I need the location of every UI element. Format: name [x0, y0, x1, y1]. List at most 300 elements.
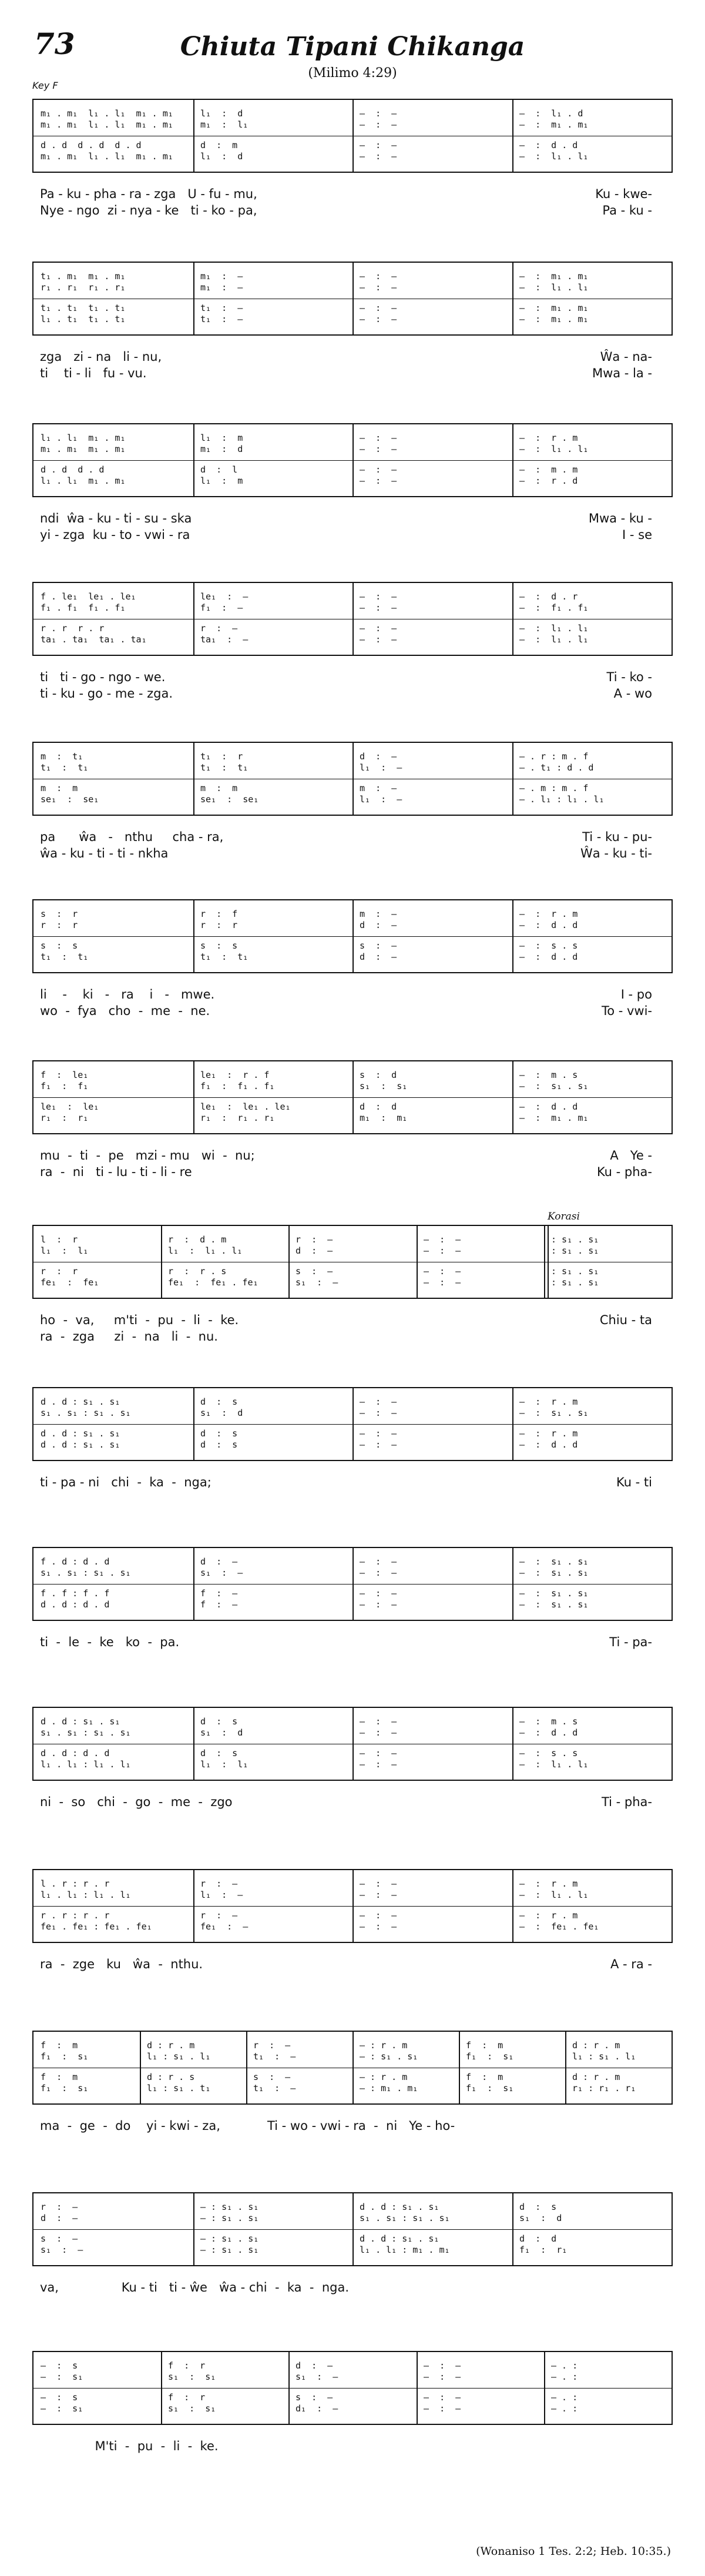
barline: [352, 2193, 354, 2265]
solfa-notes: — : l₁ . l₁: [519, 1759, 589, 1770]
barline: [512, 900, 513, 972]
solfa-notes: r . r r . r: [41, 623, 105, 634]
solfa-notes: — : —: [360, 314, 397, 324]
solfa-notes: d : l: [200, 464, 238, 475]
solfa-notes: t₁ : r: [200, 751, 243, 762]
solfa-notes: — : —: [360, 1748, 397, 1758]
solfa-notes: d : s: [200, 1428, 238, 1439]
solfa-notes: — : —: [360, 271, 397, 282]
solfa-notes: d . d : s₁ . s₁: [360, 2233, 439, 2244]
solfa-notes: — : s₁: [41, 2403, 83, 2414]
staff-box: [32, 899, 673, 973]
solfa-notes: f . le₁ le₁ . le₁: [41, 591, 136, 602]
solfa-notes: s : s: [200, 940, 238, 951]
music-system: [0, 2351, 705, 2498]
solfa-notes: s₁ : d: [200, 1408, 243, 1418]
solfa-notes: d : —: [360, 952, 397, 962]
barline: [512, 1870, 513, 1942]
barline: [512, 1061, 513, 1133]
hymn-scripture-ref: (Milimo 4:29): [308, 66, 397, 81]
lyric-text: ra - zga zi - na li - nu.: [40, 1329, 218, 1344]
solfa-notes: m₁ : —: [200, 282, 243, 293]
lyric-text: ma - ge - do yi - kwi - za, Ti - wo - vwi - ra - ni Ye - ho-: [40, 2119, 455, 2133]
solfa-notes: — : —: [360, 108, 397, 119]
lyric-text: li - ki - ra i - mwe.: [40, 987, 215, 1001]
solfa-notes: l₁ . l₁ : l₁ . l₁: [41, 1890, 131, 1900]
solfa-notes: — : r . m: [519, 1910, 578, 1921]
solfa-notes: — : m . s: [519, 1716, 578, 1727]
solfa-notes: r : —: [296, 1234, 333, 1245]
solfa-notes: s₁ : s₁: [168, 2403, 216, 2414]
solfa-notes: s₁ : —: [296, 1277, 338, 1288]
barline: [193, 1388, 194, 1460]
solfa-notes: l₁ . t₁ t₁ . t₁: [41, 314, 126, 324]
barline: [193, 263, 194, 334]
lyric-pickup: Chiu - ta: [599, 1313, 652, 1327]
solfa-notes: d : s: [519, 2202, 557, 2212]
solfa-notes: — : l₁ . l₁: [519, 623, 589, 634]
solfa-notes: — : r . d: [519, 475, 578, 486]
solfa-notes: — . l₁ : l₁ . l₁: [519, 794, 605, 805]
solfa-notes: — : —: [424, 2360, 461, 2371]
lyric-text: ti ti - li fu - vu.: [40, 366, 147, 380]
solfa-notes: f : m: [466, 2072, 503, 2082]
solfa-notes: d : m: [200, 140, 238, 150]
solfa-notes: — : —: [424, 1234, 461, 1245]
solfa-notes: fe₁ : fe₁ . fe₁: [168, 1277, 258, 1288]
solfa-notes: d . d : d . d: [41, 1748, 110, 1758]
solfa-notes: f₁ : f₁: [41, 1081, 89, 1091]
lyric-text: ra - zge ku ŵa - nthu.: [40, 1957, 203, 1971]
lyric-pickup: To - vwi-: [601, 1004, 652, 1018]
solfa-notes: r : d . m: [168, 1234, 227, 1245]
staff-box: [32, 1225, 673, 1299]
solfa-notes: d : —: [360, 751, 397, 762]
solfa-notes: — : —: [360, 1428, 397, 1439]
solfa-notes: ta₁ : —: [200, 634, 249, 645]
solfa-notes: se₁ : se₁: [41, 794, 99, 805]
solfa-notes: f : r: [168, 2360, 206, 2371]
barline: [161, 2352, 162, 2424]
solfa-notes: d : —: [296, 1245, 333, 1256]
staff-box: [32, 262, 673, 336]
lyric-pickup: I - po: [620, 987, 652, 1001]
solfa-notes: — : s₁ . s₁: [519, 1081, 589, 1091]
solfa-notes: — : —: [360, 623, 397, 634]
lyric-text: ndi ŵa - ku - ti - su - ska: [40, 511, 192, 525]
solfa-notes: fe₁ . fe₁ : fe₁ . fe₁: [41, 1921, 152, 1932]
solfa-notes: l . r : r . r: [41, 1878, 110, 1889]
solfa-notes: — : —: [424, 1245, 461, 1256]
solfa-notes: d : —: [296, 2360, 333, 2371]
solfa-notes: f . f : f . f: [41, 1588, 110, 1599]
barline: [352, 2032, 354, 2103]
voice-separator: [33, 2388, 672, 2389]
barline: [565, 2032, 566, 2103]
solfa-notes: l₁ : l₁: [200, 1759, 249, 1770]
music-system: [0, 423, 705, 570]
solfa-notes: d . d d . d: [41, 464, 105, 475]
solfa-notes: — : —: [360, 1716, 397, 1727]
solfa-notes: f₁ : s₁: [466, 2051, 514, 2062]
lyric-pickup: Ti - ko -: [606, 670, 652, 684]
solfa-notes: — : f₁ . f₁: [519, 602, 589, 613]
solfa-notes: : s₁ . s₁: [551, 1234, 599, 1245]
solfa-notes: — : —: [360, 140, 397, 150]
solfa-notes: — : m₁ . m₁: [519, 1113, 589, 1123]
solfa-notes: — : d . d: [519, 920, 578, 930]
staff-box: [32, 2192, 673, 2266]
barline: [512, 1388, 513, 1460]
solfa-notes: — : —: [360, 464, 397, 475]
solfa-notes: m₁ : m₁: [360, 1113, 408, 1123]
solfa-notes: le₁ : le₁: [41, 1101, 99, 1112]
barline: [352, 1388, 354, 1460]
solfa-notes: — : s₁ . s₁: [200, 2202, 259, 2212]
hymn-number: 73: [34, 26, 75, 61]
lyric-pickup: Ŵa - na-: [600, 350, 652, 364]
solfa-notes: s₁ : s₁: [168, 2371, 216, 2382]
solfa-notes: d : d: [360, 1101, 397, 1112]
barline: [512, 583, 513, 655]
solfa-notes: — : —: [360, 1921, 397, 1932]
barline: [288, 2352, 290, 2424]
solfa-notes: fe₁ : —: [200, 1921, 249, 1932]
solfa-notes: d . d : s₁ . s₁: [41, 1716, 120, 1727]
solfa-notes: m : t₁: [41, 751, 83, 762]
staff-box: [32, 1869, 673, 1943]
solfa-notes: — : r . m: [519, 1396, 578, 1407]
barline: [193, 1870, 194, 1942]
solfa-notes: r₁ : r₁ . r₁: [200, 1113, 275, 1123]
staff-box: [32, 1547, 673, 1621]
solfa-notes: r . r : r . r: [41, 1910, 110, 1921]
solfa-notes: — : m₁ . m₁: [519, 314, 589, 324]
solfa-notes: t₁ : —: [200, 314, 243, 324]
solfa-notes: s : d: [360, 1070, 397, 1080]
barline: [193, 1708, 194, 1780]
lyric-text: wo - fya cho - me - ne.: [40, 1004, 210, 1018]
solfa-notes: l₁ : s₁ . l₁: [572, 2051, 636, 2062]
solfa-notes: — : —: [360, 1878, 397, 1889]
solfa-notes: d . d : s₁ . s₁: [41, 1439, 120, 1450]
solfa-notes: — : —: [424, 1277, 461, 1288]
solfa-notes: f : m: [466, 2040, 503, 2051]
solfa-notes: — : l₁ . d: [519, 108, 583, 119]
lyric-pickup: Mwa - ku -: [588, 511, 652, 525]
solfa-notes: — : —: [360, 1890, 397, 1900]
lyric-text: ti - ku - go - me - zga.: [40, 686, 173, 701]
solfa-notes: m₁ . m₁ m₁ . m₁: [41, 444, 126, 454]
lyric-text: ni - so chi - go - me - zgo: [40, 1795, 233, 1809]
solfa-notes: d : —: [360, 920, 397, 930]
solfa-notes: l₁ : —: [360, 762, 402, 773]
solfa-notes: l₁ : —: [200, 1890, 243, 1900]
lyric-pickup: Ŵa - ku - ti-: [580, 846, 652, 860]
solfa-notes: — : —: [360, 444, 397, 454]
solfa-notes: — : r . m: [519, 1878, 578, 1889]
solfa-notes: — : m₁ . m₁: [519, 271, 589, 282]
solfa-notes: le₁ : le₁ . le₁: [200, 1101, 291, 1112]
solfa-notes: s : s: [41, 940, 78, 951]
solfa-notes: r₁ . r₁ r₁ . r₁: [41, 282, 126, 293]
music-system: [0, 1211, 705, 1372]
solfa-notes: s₁ : s₁: [360, 1081, 408, 1091]
solfa-notes: — : —: [360, 119, 397, 130]
barline: [352, 424, 354, 496]
solfa-notes: d : s: [200, 1716, 238, 1727]
barline: [246, 2032, 247, 2103]
solfa-notes: f₁ . f₁ f₁ . f₁: [41, 602, 126, 613]
lyric-pickup: Pa - ku -: [602, 203, 652, 217]
barline: [352, 263, 354, 334]
solfa-notes: — : —: [360, 1408, 397, 1418]
lyric-pickup: Ku - kwe-: [595, 187, 652, 201]
solfa-notes: m₁ . m₁ l₁ . l₁ m₁ . m₁: [41, 119, 173, 130]
solfa-notes: — : m₁ . m₁: [519, 303, 589, 313]
footer-references: (Wonaniso 1 Tes. 2:2; Heb. 10:35.): [476, 2545, 671, 2558]
solfa-notes: — . :: [551, 2392, 578, 2403]
solfa-notes: l₁ . l₁ : m₁ . m₁: [360, 2245, 450, 2255]
solfa-notes: d₁ : —: [296, 2403, 338, 2414]
solfa-notes: d . d : d . d: [41, 1599, 110, 1610]
solfa-notes: f₁ : s₁: [41, 2083, 89, 2093]
solfa-notes: le₁ : —: [200, 591, 249, 602]
barline: [140, 2032, 141, 2103]
barline: [193, 1061, 194, 1133]
solfa-notes: l₁ : d: [200, 108, 243, 119]
solfa-notes: — : d . d: [519, 1439, 578, 1450]
chorus-label: Korasi: [548, 1211, 580, 1222]
staff-box: [32, 423, 673, 497]
solfa-notes: — : —: [360, 282, 397, 293]
solfa-notes: — : fe₁ . fe₁: [519, 1921, 599, 1932]
solfa-notes: l₁ : d: [200, 151, 243, 162]
music-system: [0, 99, 705, 246]
solfa-notes: r : —: [200, 1878, 238, 1889]
barline: [193, 743, 194, 815]
solfa-notes: — : s₁ . s₁: [519, 1556, 589, 1567]
barline: [352, 1548, 354, 1620]
lyric-pickup: Mwa - la -: [592, 366, 652, 380]
barline: [352, 100, 354, 172]
lyric-text: M'ti - pu - li - ke.: [40, 2439, 219, 2453]
solfa-notes: l : r: [41, 1234, 78, 1245]
lyric-text: yi - zga ku - to - vwi - ra: [40, 528, 190, 542]
solfa-notes: — : d . d: [519, 1101, 578, 1112]
solfa-notes: — : l₁ . l₁: [519, 1890, 589, 1900]
solfa-notes: — : r . m: [360, 2040, 408, 2051]
solfa-notes: d : r . m: [572, 2040, 620, 2051]
solfa-notes: s₁ . s₁ : s₁ . s₁: [360, 2213, 450, 2223]
solfa-notes: — : m₁ . m₁: [519, 119, 589, 130]
barline: [512, 424, 513, 496]
solfa-notes: — : —: [424, 2403, 461, 2414]
solfa-notes: — : —: [360, 475, 397, 486]
solfa-notes: — : —: [424, 1266, 461, 1277]
solfa-notes: — : s₁ . s₁: [519, 1599, 589, 1610]
solfa-notes: s : r: [41, 909, 78, 919]
solfa-notes: — : r . m: [360, 2072, 408, 2082]
solfa-notes: — : —: [360, 1727, 397, 1738]
barline: [352, 900, 354, 972]
solfa-notes: — : s . s: [519, 940, 578, 951]
solfa-notes: m₁ : —: [200, 271, 243, 282]
solfa-notes: ta₁ . ta₁ ta₁ . ta₁: [41, 634, 147, 645]
solfa-notes: r₁ : r₁ . r₁: [572, 2083, 636, 2093]
solfa-notes: r : f: [200, 909, 238, 919]
solfa-notes: — : —: [360, 1588, 397, 1599]
solfa-notes: s₁ : d: [519, 2213, 562, 2223]
solfa-notes: s₁ . s₁ : s₁ . s₁: [41, 1567, 131, 1578]
solfa-notes: f : —: [200, 1599, 238, 1610]
solfa-notes: d : —: [200, 1556, 238, 1567]
solfa-notes: — : r . m: [519, 1428, 578, 1439]
solfa-notes: — : —: [360, 303, 397, 313]
barline: [193, 583, 194, 655]
solfa-notes: d : s: [200, 1396, 238, 1407]
solfa-notes: — : —: [360, 1910, 397, 1921]
barline: [193, 424, 194, 496]
solfa-notes: — : d . d: [519, 952, 578, 962]
barline: [512, 263, 513, 334]
solfa-notes: s : —: [253, 2072, 291, 2082]
solfa-notes: r : r . s: [168, 1266, 227, 1277]
solfa-notes: m : —: [360, 909, 397, 919]
solfa-notes: d . d : s₁ . s₁: [41, 1428, 120, 1439]
barline: [417, 2352, 418, 2424]
solfa-notes: — . t₁ : d . d: [519, 762, 594, 773]
solfa-notes: — : s₁ . s₁: [200, 2245, 259, 2255]
barline: [193, 100, 194, 172]
solfa-notes: — : —: [360, 1759, 397, 1770]
barline: [193, 900, 194, 972]
solfa-notes: — : m₁ . m₁: [360, 2083, 418, 2093]
solfa-notes: s : —: [41, 2233, 78, 2244]
lyric-pickup: Ku - ti: [616, 1475, 652, 1489]
barline: [352, 1870, 354, 1942]
solfa-notes: s₁ . s₁ : s₁ . s₁: [41, 1727, 131, 1738]
solfa-notes: f : r: [168, 2392, 206, 2403]
barline: [512, 1708, 513, 1780]
double-barline: [544, 1226, 549, 1298]
staff-box: [32, 742, 673, 816]
solfa-notes: m₁ . m₁ l₁ . l₁ m₁ . m₁: [41, 151, 173, 162]
solfa-notes: s : —: [296, 1266, 333, 1277]
solfa-notes: — : m . m: [519, 464, 578, 475]
lyric-text: ho - va, m'ti - pu - li - ke.: [40, 1313, 239, 1327]
solfa-notes: t₁ . t₁ t₁ . t₁: [41, 303, 126, 313]
music-system: [0, 2192, 705, 2339]
lyric-pickup: Ti - pha-: [601, 1795, 652, 1809]
solfa-notes: — : —: [360, 602, 397, 613]
solfa-notes: — : s . s: [519, 1748, 578, 1758]
lyric-pickup: Ti - ku - pu-: [582, 830, 652, 844]
barline: [512, 2193, 513, 2265]
solfa-notes: m₁ : d: [200, 444, 243, 454]
solfa-notes: s₁ . s₁ : s₁ . s₁: [41, 1408, 131, 1418]
lyric-text: ti ti - go - ngo - we.: [40, 670, 166, 684]
solfa-notes: — . m : m . f: [519, 783, 589, 793]
solfa-notes: r : r: [41, 920, 78, 930]
staff-box: [32, 582, 673, 656]
barline: [512, 743, 513, 815]
solfa-notes: f : m: [41, 2040, 78, 2051]
solfa-notes: — : s₁ . s₁: [519, 1408, 589, 1418]
solfa-notes: — : s: [41, 2392, 78, 2403]
lyric-pickup: A - wo: [613, 686, 652, 701]
staff-box: [32, 2031, 673, 2105]
solfa-notes: r : —: [200, 623, 238, 634]
solfa-notes: l₁ : s₁ . l₁: [147, 2051, 211, 2062]
music-system: [0, 1869, 705, 2016]
solfa-notes: : s₁ . s₁: [551, 1266, 599, 1277]
music-system: [0, 1547, 705, 1694]
solfa-notes: l₁ : m: [200, 475, 243, 486]
solfa-notes: — : —: [360, 1599, 397, 1610]
solfa-notes: — . :: [551, 2360, 578, 2371]
solfa-notes: — : s: [41, 2360, 78, 2371]
solfa-notes: — : d . d: [519, 140, 578, 150]
solfa-notes: — : —: [360, 1556, 397, 1567]
lyric-text: Pa - ku - pha - ra - zga U - fu - mu,: [40, 187, 257, 201]
solfa-notes: f₁ : f₁ . f₁: [200, 1081, 275, 1091]
barline: [544, 2352, 545, 2424]
solfa-notes: s : —: [296, 2392, 333, 2403]
solfa-notes: — : d . d: [519, 1727, 578, 1738]
barline: [193, 2193, 194, 2265]
solfa-notes: l₁ : l₁ . l₁: [168, 1245, 243, 1256]
barline: [352, 1061, 354, 1133]
solfa-notes: r : —: [41, 2202, 78, 2212]
barline: [512, 100, 513, 172]
solfa-notes: r : —: [253, 2040, 291, 2051]
lyric-text: ŵa - ku - ti - ti - nkha: [40, 846, 169, 860]
solfa-notes: m : m: [41, 783, 78, 793]
solfa-notes: d . d : s₁ . s₁: [360, 2202, 439, 2212]
solfa-notes: — : l₁ . l₁: [519, 282, 589, 293]
solfa-notes: r : —: [200, 1910, 238, 1921]
solfa-notes: le₁ : r . f: [200, 1070, 270, 1080]
solfa-notes: — : s₁ . s₁: [200, 2233, 259, 2244]
solfa-notes: — : —: [360, 1396, 397, 1407]
solfa-notes: d . d d . d d . d: [41, 140, 142, 150]
solfa-notes: f : le₁: [41, 1070, 89, 1080]
music-system: [0, 2031, 705, 2178]
solfa-notes: d : —: [41, 2213, 78, 2223]
lyric-pickup: I - se: [622, 528, 652, 542]
solfa-notes: — : m . s: [519, 1070, 578, 1080]
solfa-notes: m : —: [360, 783, 397, 793]
solfa-notes: — : l₁ . l₁: [519, 151, 589, 162]
solfa-notes: t₁ : t₁: [200, 952, 249, 962]
solfa-notes: d : s: [200, 1748, 238, 1758]
solfa-notes: — : s₁ . s₁: [360, 2051, 418, 2062]
solfa-notes: d . d : s₁ . s₁: [41, 1396, 120, 1407]
solfa-notes: — : —: [360, 591, 397, 602]
solfa-notes: s₁ : —: [296, 2371, 338, 2382]
solfa-notes: l₁ . l₁ m₁ . m₁: [41, 475, 126, 486]
staff-box: [32, 1387, 673, 1461]
music-system: [0, 1707, 705, 1854]
solfa-notes: f : —: [200, 1588, 238, 1599]
barline: [352, 743, 354, 815]
staff-box: [32, 1060, 673, 1134]
lyric-text: ti - pa - ni chi - ka - nga;: [40, 1475, 212, 1489]
solfa-notes: — : l₁ . l₁: [519, 444, 589, 454]
solfa-notes: l₁ : l₁: [41, 1245, 89, 1256]
solfa-notes: t₁ : —: [200, 303, 243, 313]
